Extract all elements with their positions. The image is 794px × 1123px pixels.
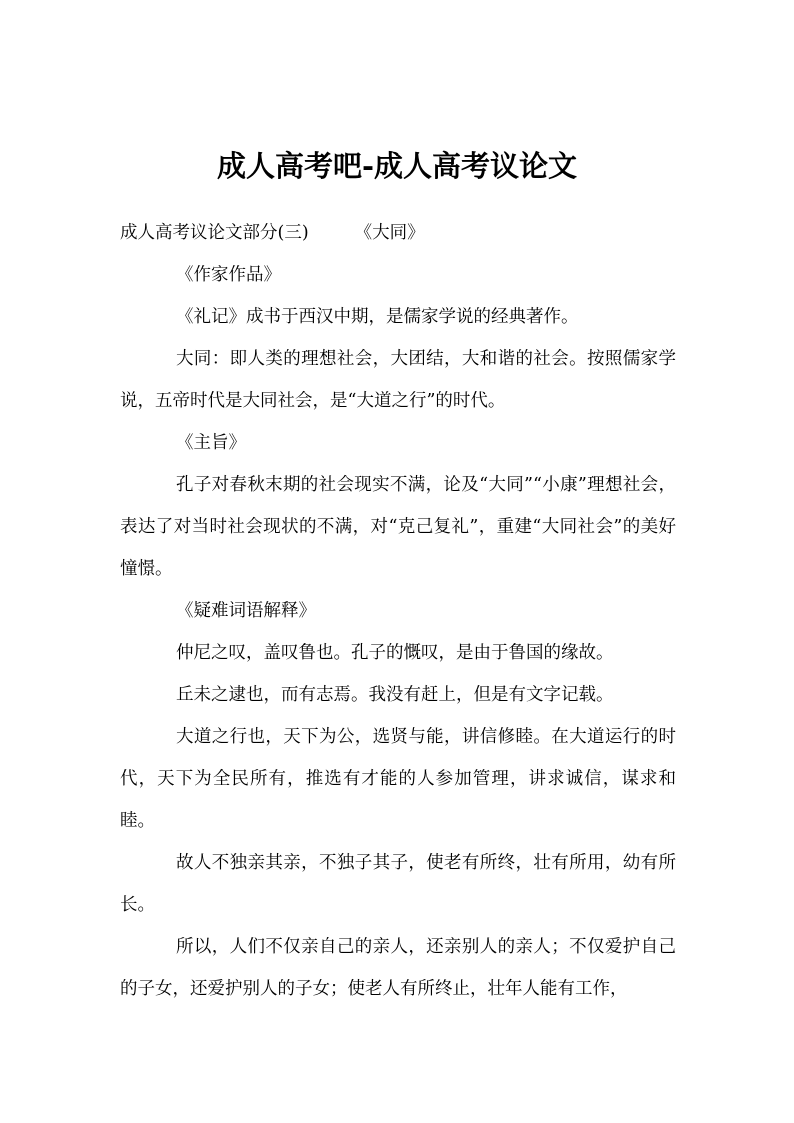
heading-author-works: 《作家作品》 [176, 265, 281, 285]
work-title: 《大同》 [354, 223, 425, 243]
document-body [120, 212, 676, 1010]
heading-theme: 《主旨》 [176, 433, 246, 453]
paragraph-liji: 《礼记》成书于西汉中期，是儒家学说的经典著作。 [176, 307, 579, 327]
paragraph-datong-definition: 大同：即人类的理想社会，大团结，大和谐的社会。按照儒家学说，五帝时代是大同社会，是“大道之行”的时代。 [120, 349, 676, 411]
paragraph-theme: 孔子对春秋末期的社会现实不满，论及“大同”“小康”理想社会，表达了对当时社会现状的不满，对“克己复礼”，重建“大同社会”的美好憧憬。 [120, 475, 676, 579]
heading-difficult-terms: 《疑难词语解释》 [176, 601, 316, 621]
paragraph-term-4: 故人不独亲其亲，不独子其子，使老有所终，壮有所用，幼有所长。 [120, 853, 676, 915]
page-title: 成人高考吧-成人高考议论文 [216, 149, 578, 183]
intro-line [120, 212, 676, 254]
paragraph-term-5: 所以，人们不仅亲自己的亲人，还亲别人的亲人；不仅爱护自己的子女，还爱护别人的子女；使老人有所终止，壮年人能有工作， [120, 937, 676, 999]
section-label: 成人高考议论文部分(三) [120, 223, 309, 243]
paragraph-term-1: 仲尼之叹，盖叹鲁也。孔子的慨叹，是由于鲁国的缘故。 [176, 643, 614, 663]
paragraph-term-2: 丘未之逮也，而有志焉。我没有赶上，但是有文字记载。 [176, 685, 614, 705]
paragraph-term-3: 大道之行也，天下为公，选贤与能，讲信修睦。在大道运行的时代，天下为全民所有，推选有才能的人参加管理，讲求诚信，谋求和睦。 [120, 727, 676, 831]
